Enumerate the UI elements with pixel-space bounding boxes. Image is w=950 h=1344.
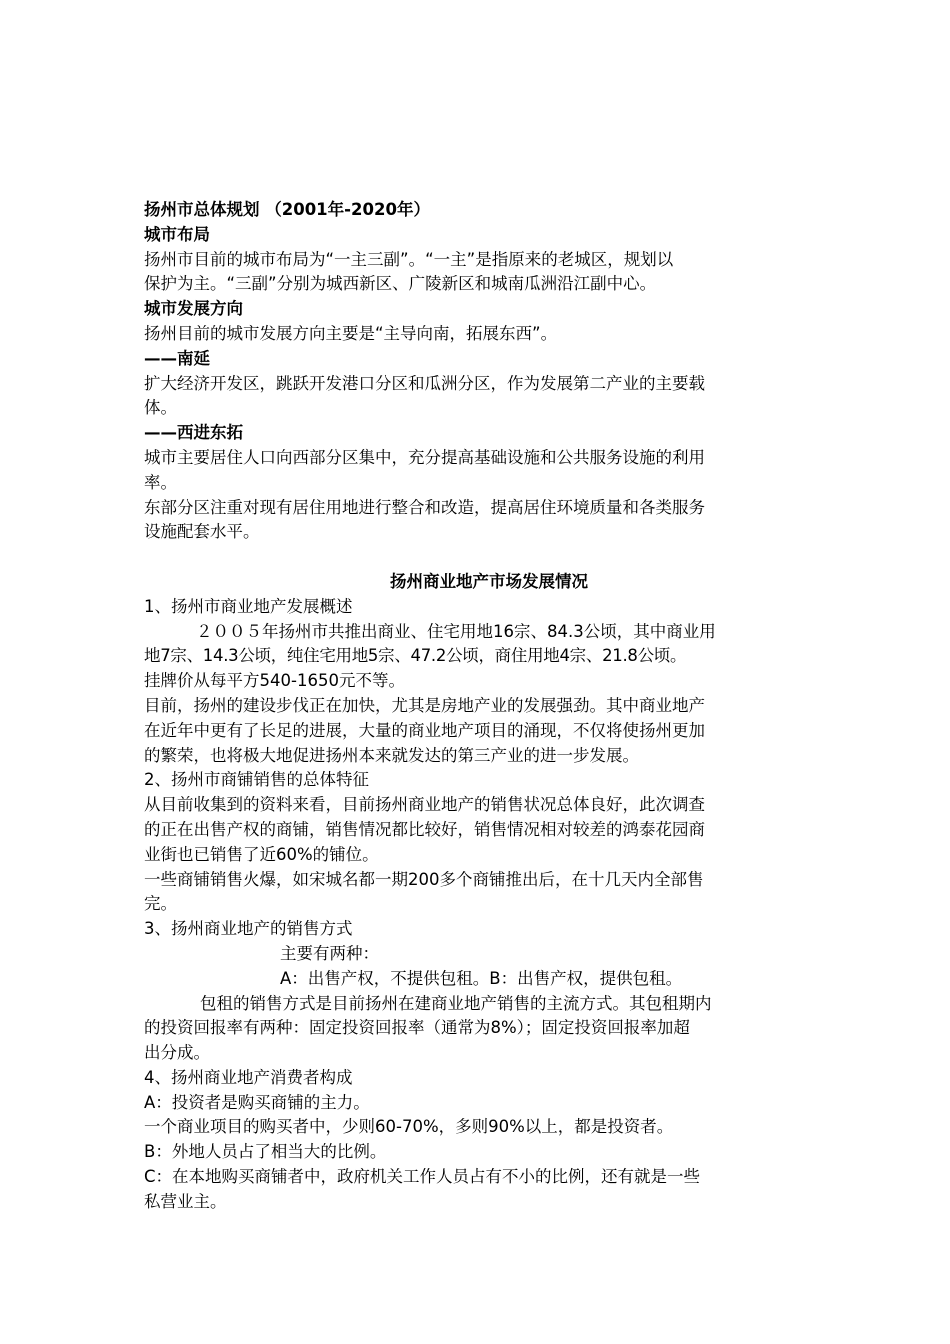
paragraph-line: B：外地人员占了相当大的比例。 xyxy=(144,1142,387,1162)
paragraph-line: 扬州目前的城市发展方向主要是“主导向南，拓展东西”。 xyxy=(144,323,558,343)
paragraph-line: 东部分区注重对现有居住用地进行整合和改造，提高居住环境质量和各类服务 xyxy=(144,497,705,517)
paragraph-line: 的投资回报率有两种：固定投资回报率（通常为8%）；固定投资回报率加超 xyxy=(144,1018,690,1038)
paragraph-line: 包租的销售方式是目前扬州在建商业地产销售的主流方式。其包租期内 xyxy=(200,993,712,1013)
paragraph-line: 一个商业项目的购买者中，少则60-70%，多则90%以上，都是投资者。 xyxy=(144,1117,674,1137)
paragraph-line: 城市主要居住人口向西部分区集中，充分提高基础设施和公共服务设施的利用 xyxy=(144,447,705,467)
paragraph-line: 地7宗、14.3公顷，纯住宅用地5宗、47.2公顷，商住用地4宗、21.8公顷。 xyxy=(144,646,687,666)
paragraph-line: 完。 xyxy=(144,894,177,914)
paragraph-line: 目前，扬州的建设步伐正在加快，尤其是房地产业的发展强劲。其中商业地产 xyxy=(144,695,705,715)
paragraph-line: 私营业主。 xyxy=(144,1191,227,1211)
heading-city-direction: 城市发展方向 xyxy=(144,299,243,319)
paragraph-line: 率。 xyxy=(144,472,177,492)
heading-south: ——南延 xyxy=(144,348,210,368)
paragraph-line: 扩大经济开发区，跳跃开发港口分区和瓜洲分区，作为发展第二产业的主要载 xyxy=(144,373,705,393)
paragraph-line: A：投资者是购买商铺的主力。 xyxy=(144,1092,370,1112)
paragraph-line: 的正在出售产权的商铺，销售情况都比较好，销售情况相对较差的鸿泰花园商 xyxy=(144,819,705,839)
section2-title: 扬州商业地产市场发展情况 xyxy=(390,571,588,591)
heading-sales-methods: 3、扬州商业地产的销售方式 xyxy=(144,919,353,939)
heading-city-layout: 城市布局 xyxy=(144,224,210,244)
paragraph-line: 体。 xyxy=(144,398,177,418)
paragraph-line: 在近年中更有了长足的进展，大量的商业地产项目的涌现，不仅将使扬州更加 xyxy=(144,720,705,740)
paragraph-line: 从目前收集到的资料来看，目前扬州商业地产的销售状况总体良好，此次调查 xyxy=(144,795,705,815)
document-page xyxy=(144,198,834,1215)
paragraph-line: 挂牌价从每平方540-1650元不等。 xyxy=(144,671,405,691)
paragraph-line: C：在本地购买商铺者中，政府机关工作人员占有不小的比例，还有就是一些 xyxy=(144,1167,701,1187)
paragraph-line: ２００５年扬州市共推出商业、住宅用地16宗、84.3公顷，其中商业用 xyxy=(196,621,716,641)
heading-consumers: 4、扬州商业地产消费者构成 xyxy=(144,1067,353,1087)
paragraph-line: 一些商铺销售火爆，如宋城名都一期200多个商铺推出后，在十几天内全部售 xyxy=(144,869,704,889)
paragraph-line: 出分成。 xyxy=(144,1043,210,1063)
section1-title: 扬州市总体规划 （2001年-2020年） xyxy=(144,200,430,219)
paragraph-line: 业街也已销售了近60%的铺位。 xyxy=(144,844,379,864)
paragraph-line: A：出售产权，不提供包租。B：出售产权，提供包租。 xyxy=(280,968,683,988)
paragraph-line: 扬州市目前的城市布局为“一主三副”。“一主”是指原来的老城区，规划以 xyxy=(144,249,674,269)
heading-sales-features: 2、扬州市商铺销售的总体特征 xyxy=(144,770,369,790)
paragraph-line: 主要有两种： xyxy=(280,943,379,963)
paragraph-line: 的繁荣，也将极大地促进扬州本来就发达的第三产业的进一步发展。 xyxy=(144,745,639,765)
blank-line xyxy=(144,545,834,570)
heading-west-east: ——西进东拓 xyxy=(144,423,243,443)
heading-overview: 1、扬州市商业地产发展概述 xyxy=(144,596,353,616)
paragraph-line: 设施配套水平。 xyxy=(144,522,260,542)
paragraph-line: 保护为主。“三副”分别为城西新区、广陵新区和城南瓜洲沿江副中心。 xyxy=(144,274,657,294)
